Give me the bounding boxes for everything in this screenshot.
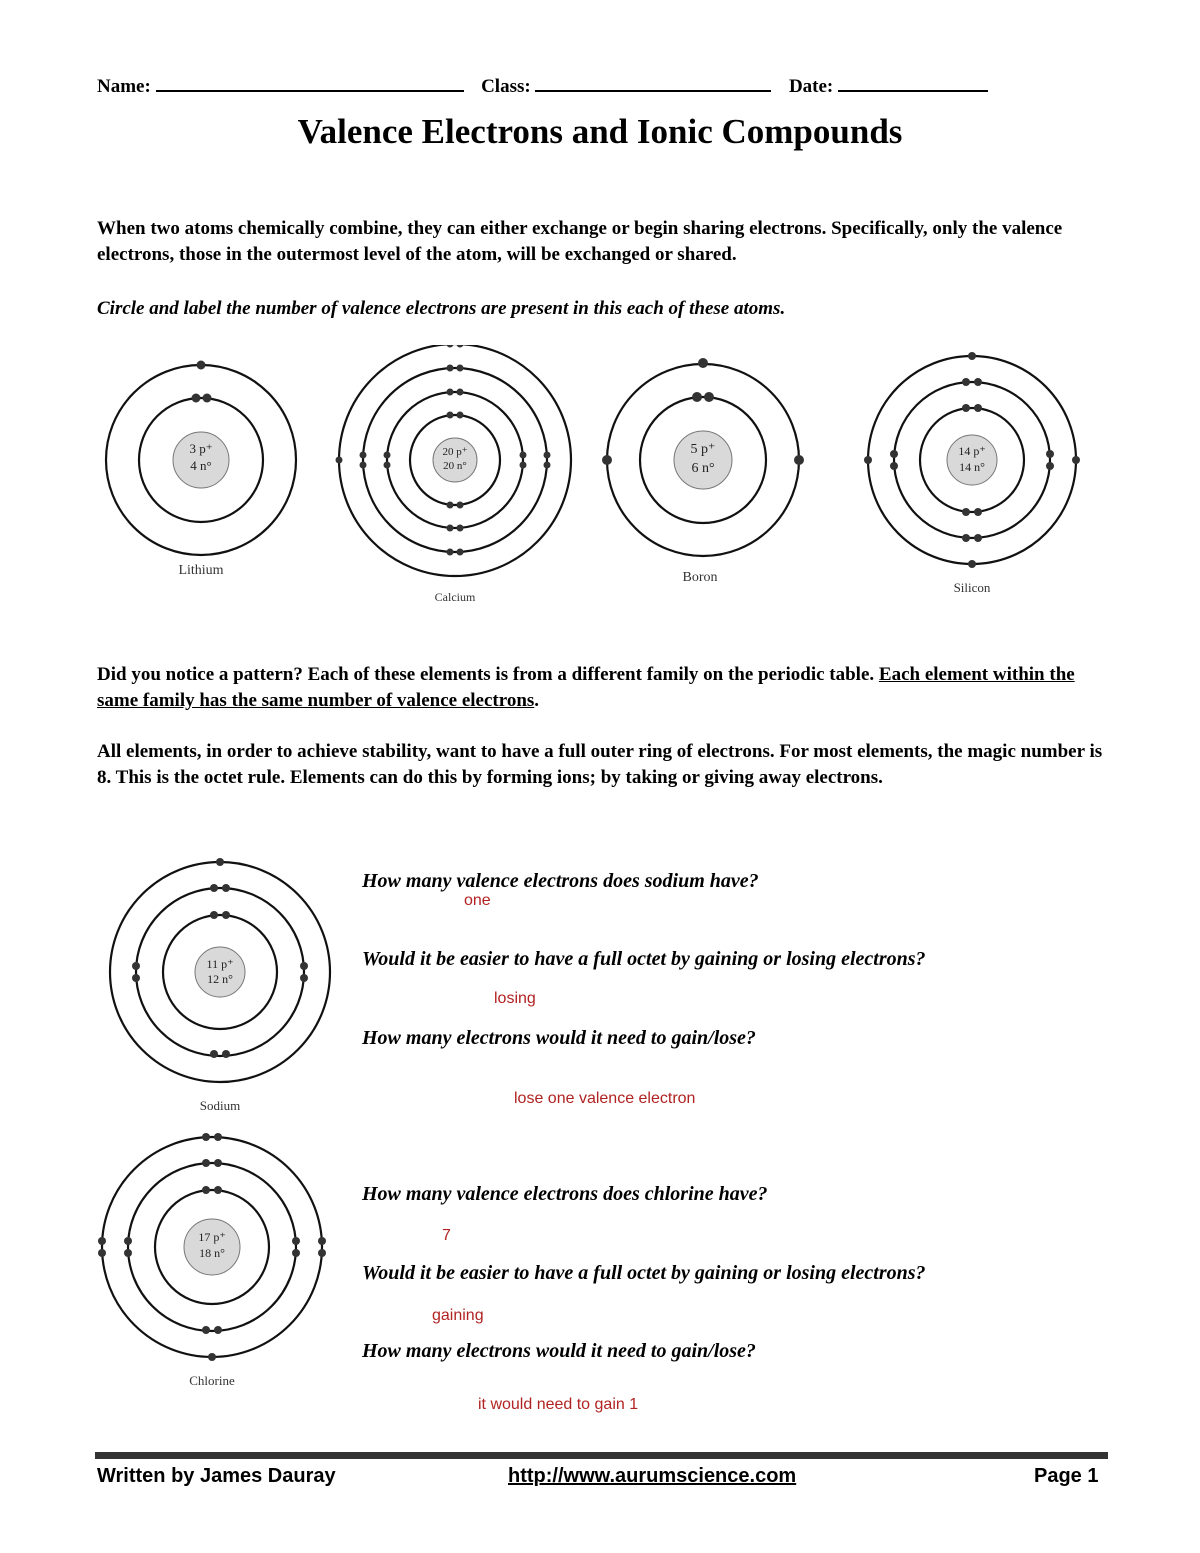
- chlorine-neutrons: 18 n°: [199, 1246, 225, 1260]
- intro-paragraph: [97, 216, 1107, 268]
- sodium-question-1: How many valence electrons does sodium have?: [362, 870, 759, 892]
- date-label: Date:: [788, 76, 834, 97]
- sodium-question-3: How many electrons would it need to gain/lose?: [362, 1027, 756, 1049]
- pattern-paragraph: [97, 662, 1107, 714]
- chlorine-answer-3[interactable]: it would need to gain 1: [478, 1396, 639, 1413]
- page-title: Valence Electrons and Ionic Compounds: [297, 112, 903, 151]
- calcium-diagram: [336, 345, 572, 576]
- chlorine-protons: 17 p⁺: [198, 1230, 226, 1244]
- lithium-protons: 3 p⁺: [189, 441, 213, 456]
- intro-term: valence electrons: [97, 218, 1063, 265]
- chlorine-question-2: Would it be easier to have a full octet by gaining or losing electrons?: [362, 1262, 926, 1284]
- chlorine-question-1: How many valence electrons does chlorine have?: [362, 1183, 768, 1205]
- boron-protons: 5 p⁺: [690, 442, 716, 457]
- boron-neutrons: 6 n°: [691, 461, 715, 476]
- octet-term: octet rule: [203, 767, 281, 788]
- pattern-text: Did you notice a pattern? Each of these elements is from a different family on the periodic table.: [97, 664, 879, 685]
- sodium-diagram: [100, 852, 340, 1097]
- sodium-question-2: Would it be easier to have a full octet by gaining or losing electrons?: [362, 948, 926, 970]
- lithium-label: Lithium: [178, 563, 224, 578]
- lithium-diagram: [106, 361, 296, 556]
- sodium-label: Sodium: [199, 1098, 241, 1113]
- boron-diagram: [602, 358, 804, 556]
- silicon-neutrons: 14 n°: [959, 460, 985, 474]
- boron-label: Boron: [682, 570, 718, 585]
- footer-url-link[interactable]: http://www.aurumscience.com: [508, 1465, 797, 1487]
- sodium-protons: 11 p⁺: [206, 957, 234, 971]
- silicon-protons: 14 p⁺: [958, 444, 986, 458]
- chlorine-diagram: [92, 1127, 332, 1372]
- class-field[interactable]: [535, 72, 771, 92]
- intro-text-2: , those in the outermost level of the atom, will be exchanged or shared.: [169, 244, 737, 265]
- chlorine-answer-2[interactable]: gaining: [432, 1307, 484, 1324]
- intro-text-1: When two atoms chemically combine, they can either exchange or begin sharing electrons. Specifically, only the: [97, 218, 1003, 239]
- pattern-underlined: Each element within the same family has the same number of valence electrons: [97, 664, 1075, 711]
- silicon-diagram: [864, 352, 1080, 568]
- chlorine-label: Chlorine: [189, 1373, 235, 1388]
- instruction-text: Circle and label the number of valence electrons are present in this each of these atoms.: [97, 298, 786, 319]
- pattern-end: .: [534, 690, 540, 711]
- octet-text-1: All elements, in order to achieve stability, want to have a full outer ring of electrons. For most elements, the magic number is 8. This is the: [97, 741, 1103, 788]
- footer-page-number: Page 1: [1034, 1465, 1099, 1487]
- octet-paragraph: [97, 739, 1107, 791]
- calcium-label: Calcium: [434, 590, 476, 604]
- chlorine-answer-1[interactable]: 7: [442, 1227, 451, 1244]
- calcium-protons: 20 p⁺: [442, 446, 468, 458]
- calcium-neutrons: 20 n°: [443, 460, 467, 472]
- name-label: Name:: [97, 76, 151, 97]
- octet-text-2: . Elements can do this by forming ions; by taking or giving away electrons.: [280, 767, 883, 788]
- lithium-neutrons: 4 n°: [190, 458, 212, 473]
- silicon-label: Silicon: [953, 580, 991, 595]
- footer-divider: [95, 1452, 1108, 1459]
- sodium-answer-1[interactable]: one: [464, 892, 491, 909]
- sodium-answer-2[interactable]: losing: [494, 990, 536, 1007]
- header-fields: [97, 72, 988, 98]
- date-field[interactable]: [838, 72, 988, 92]
- chlorine-question-3: How many electrons would it need to gain/lose?: [362, 1340, 756, 1362]
- sodium-neutrons: 12 n°: [207, 972, 233, 986]
- sodium-answer-3[interactable]: lose one valence electron: [514, 1090, 696, 1107]
- name-field[interactable]: [156, 72, 464, 92]
- footer-author: Written by James Dauray: [97, 1465, 336, 1487]
- class-label: Class:: [481, 76, 531, 97]
